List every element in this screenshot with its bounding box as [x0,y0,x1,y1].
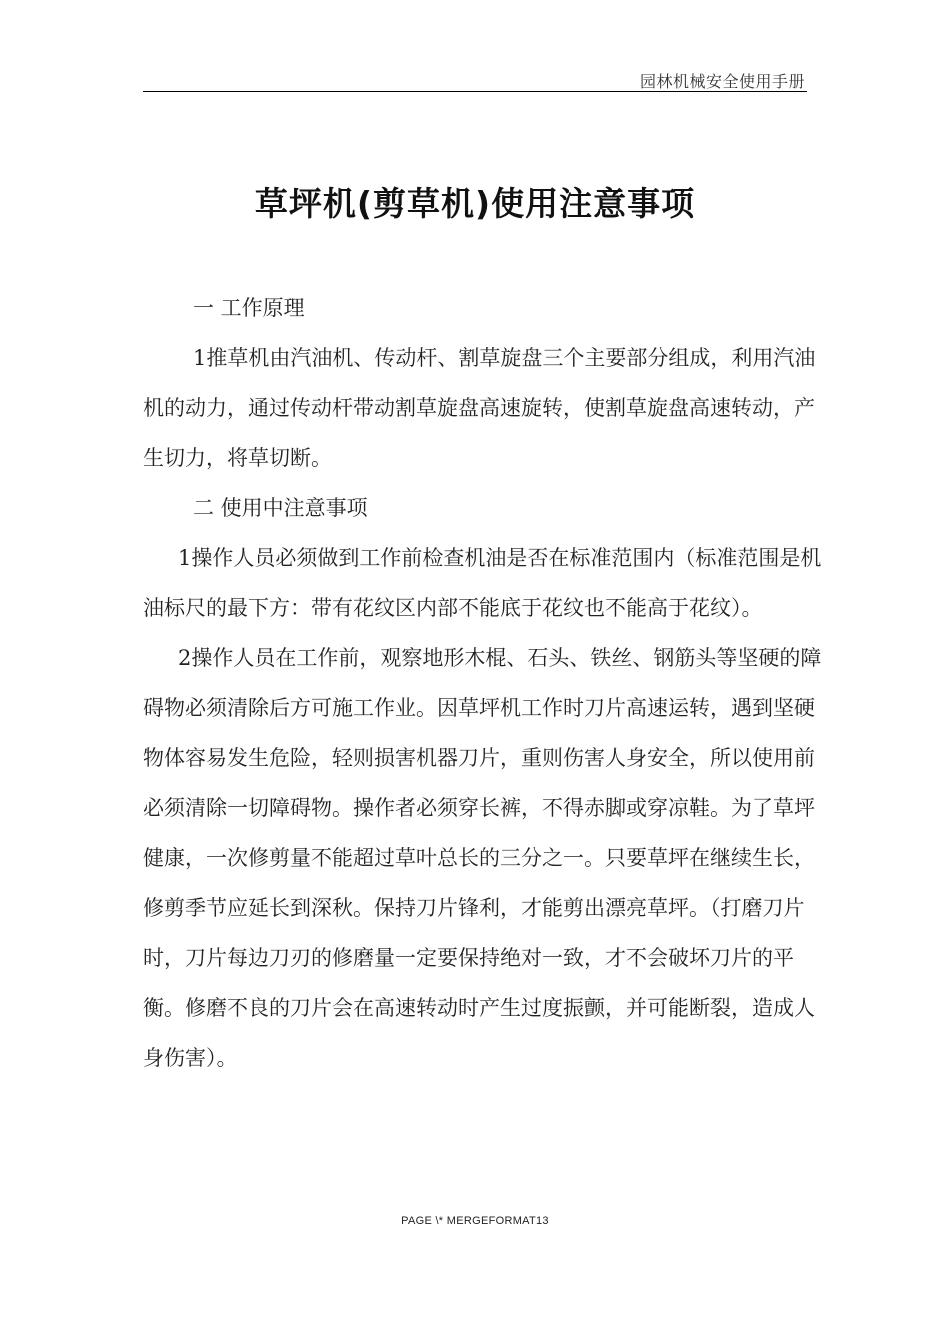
page-header [143,60,807,92]
document-title: 草坪机(剪草机)使用注意事项 [254,184,696,223]
paragraph: 1推草机由汽油机、传动杆、割草旋盘三个主要部分组成，利用汽油机的动力，通过传动杆带动割草旋盘高速旋转，使割草旋盘高速转动，产生切力，将草切断。 [143,346,816,470]
paragraph: 1操作人员必须做到工作前检查机油是否在标准范围内（标准范围是机油标尺的最下方：带有花纹区内部不能底于花纹也不能高于花纹）。 [143,546,822,620]
section-heading: 二 使用中注意事项 [193,496,368,520]
section-heading: 一 工作原理 [193,296,305,320]
header-text: 园林机械安全使用手册 [639,72,805,91]
document-body [143,283,823,1083]
paragraph: 2操作人员在工作前，观察地形木棍、石头、铁丝、钢筋头等坚硬的障碍物必须清除后方可施工作业。因草坪机工作时刀片高速运转，遇到坚硬物体容易发生危险，轻则损害机器刀片，重则伤害人身安全，所以使用前必须清除一切障碍物。操作者必须穿长裤，不得赤脚或穿凉鞋。为了草坪健康，一次修剪量不能超过草叶总长的三分之一。只要草坪在继续生长，修剪季节应延长到深秋。保持刀片锋利，才能剪出漂亮草坪。（打磨刀片时，刀片每边刀刃的修磨量一定要保持绝对一致，才不会破坏刀片的平衡。修磨不良的刀片会在高速转动时产生过度振颤，并可能断裂，造成人身伤害）。 [143,646,822,1070]
page-footer: PAGE \* MERGEFORMAT13 [401,1215,549,1227]
